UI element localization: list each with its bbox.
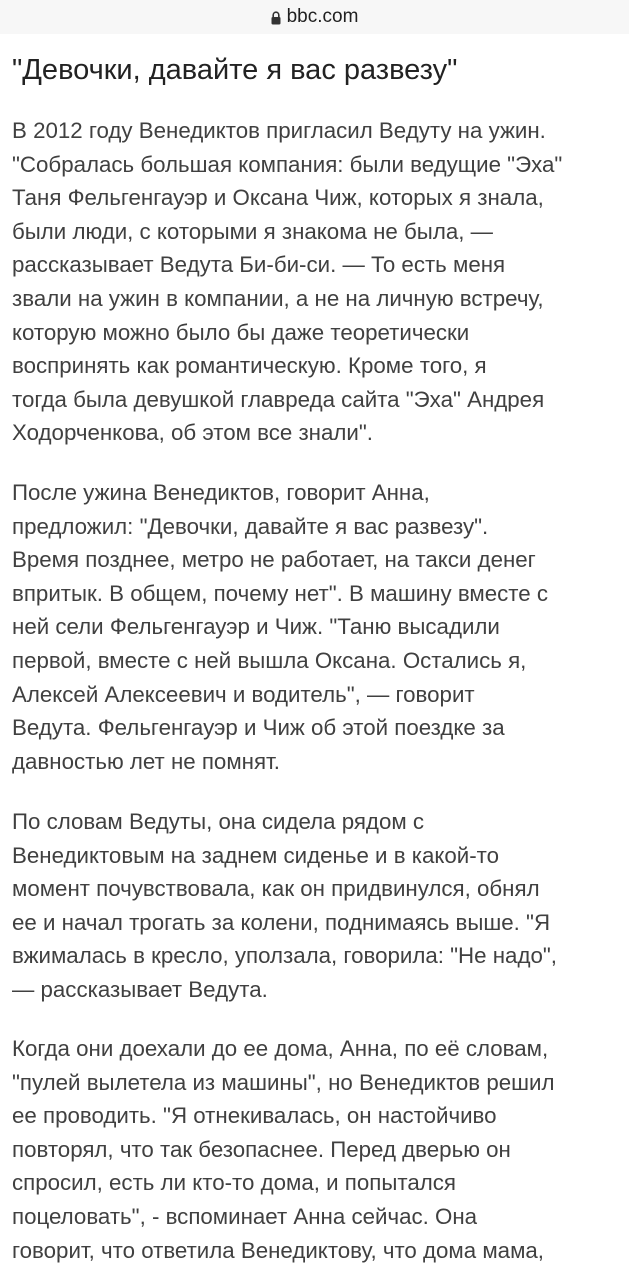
text-line: Ведута. Фельгенгауэр и Чиж об этой поездке за bbox=[12, 715, 505, 741]
text-line: "Собралась большая компания: были ведущие "Эха" bbox=[12, 151, 563, 177]
url-display[interactable] bbox=[271, 6, 359, 28]
text-line: Ходорченкова, об этом все знали". bbox=[12, 420, 373, 446]
url-domain: bbc.com bbox=[286, 6, 359, 27]
text-line: первой, вместе с ней вышла Оксана. Остались я, bbox=[12, 647, 527, 673]
text-line: повторял, что так безопаснее. Перед дверью он bbox=[12, 1136, 511, 1162]
text-line: предложил: "Девочки, давайте я вас развезу". bbox=[12, 513, 489, 539]
text-line: тогда была девушкой главреда сайта "Эха" Андрея bbox=[12, 386, 545, 412]
text-line: Таня Фельгенгауэр и Оксана Чиж, которых я знала, bbox=[12, 185, 544, 211]
text-line: Время позднее, метро не работает, на такси денег bbox=[12, 547, 536, 573]
text-line: — рассказывает Ведута. bbox=[12, 976, 268, 1002]
text-line: поцеловать", - вспоминает Анна сейчас. Она bbox=[12, 1203, 478, 1229]
text-line: Алексей Алексеевич и водитель", — говорит bbox=[12, 681, 475, 707]
article-paragraph-4 bbox=[12, 1032, 555, 1267]
text-line: момент почувствовала, как он придвинулся, обнял bbox=[12, 876, 540, 902]
article-paragraph-2 bbox=[12, 476, 548, 778]
text-line: рассказывает Ведута Би-би-си. — То есть меня bbox=[12, 252, 506, 278]
article-headline: "Девочки, давайте я вас развезу" bbox=[12, 54, 458, 86]
lock-icon bbox=[271, 11, 281, 25]
text-line: воспринять как романтическую. Кроме того, я bbox=[12, 353, 487, 379]
text-line: ее и начал трогать за колени, поднимаясь выше. "Я bbox=[12, 909, 551, 935]
text-line: спросил, есть ли кто-то дома, и попытался bbox=[12, 1170, 456, 1196]
article-body bbox=[12, 38, 624, 1263]
text-line: В 2012 году Венедиктов пригласил Ведуту на ужин. bbox=[12, 118, 546, 143]
text-line: Венедиктовым на заднем сиденье и в какой-то bbox=[12, 842, 500, 868]
text-line: Когда они доехали до ее дома, Анна, по её словам, bbox=[12, 1036, 549, 1061]
text-line: говорит, что ответила Венедиктову, что дома мама, bbox=[12, 1237, 544, 1263]
article-paragraph-1 bbox=[12, 114, 562, 450]
text-line: были люди, с которыми я знакома не была, — bbox=[12, 218, 493, 244]
text-line: По словам Ведуты, она сидела рядом с bbox=[12, 809, 425, 834]
article-paragraph-3 bbox=[12, 805, 557, 1007]
text-line: впритык. В общем, почему нет". В машину вместе с bbox=[12, 580, 548, 606]
text-line: После ужина Венедиктов, говорит Анна, bbox=[12, 480, 430, 505]
text-line: ней сели Фельгенгауэр и Чиж. "Таню высадили bbox=[12, 614, 500, 640]
text-line: ее проводить. "Я отнекивалась, он настойчиво bbox=[12, 1103, 497, 1129]
text-line: которую можно было бы даже теоретически bbox=[12, 319, 470, 345]
text-line: звали на ужин в компании, а не на личную встречу, bbox=[12, 285, 544, 311]
text-line: вжималась в кресло, уползала, говорила: "Не надо", bbox=[12, 943, 557, 969]
text-line: давностью лет не помнят. bbox=[12, 748, 280, 774]
text-line: "пулей вылетела из машины", но Венедиктов решил bbox=[12, 1069, 555, 1095]
address-bar[interactable] bbox=[0, 0, 629, 34]
